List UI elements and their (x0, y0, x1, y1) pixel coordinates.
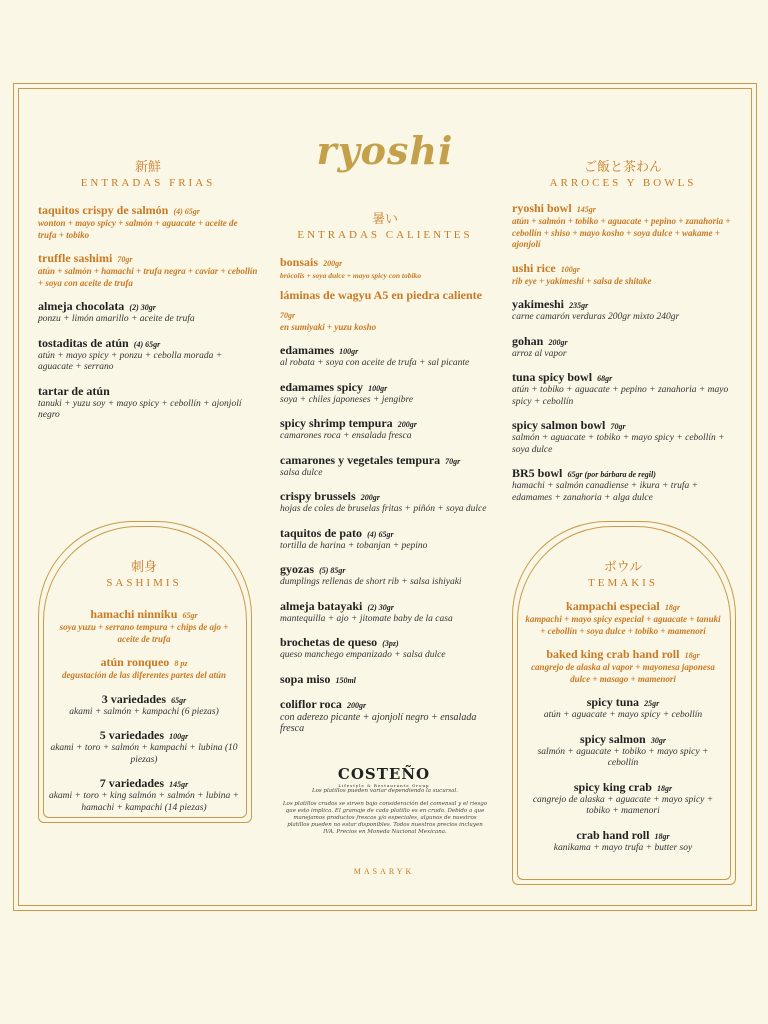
item-size: (4) 65gr (133, 339, 161, 349)
section-kanji: ご飯と茶わん (583, 160, 662, 175)
menu-item (280, 376, 490, 407)
item-size: 25gr (644, 699, 660, 708)
item-name: 5 variedades (99, 728, 165, 742)
item-size: 145gr (169, 780, 189, 789)
item-desc: ponzu + limón amarillo + aceite de trufa (38, 314, 195, 324)
item-size: 70gr (445, 456, 461, 466)
item-desc: atún + salmón + hamachi + trufa negra + caviar + cebollín + soya con aceite de trufa (38, 266, 258, 288)
item-desc: camarones roca + ensalada fresca (280, 431, 412, 441)
section-kanji: 暑い (371, 212, 398, 227)
costeno-logo (320, 765, 448, 788)
item-name: hamachi ninniku (90, 607, 178, 621)
item-name: crispy brussels (280, 489, 356, 503)
item-size: 18gr (654, 831, 670, 841)
item-size: (4) 65gr (173, 207, 200, 216)
item-name: almeja chocolata (38, 299, 125, 313)
item-size: 65gr (171, 695, 187, 705)
menu-item (280, 284, 490, 334)
menu-item (512, 197, 734, 251)
item-size: 18gr (664, 603, 680, 612)
column-entradas-calientes (280, 208, 490, 735)
item-name: gohan (512, 333, 544, 348)
item-name: spicy tuna (586, 695, 640, 709)
item-size: 100gr (368, 383, 388, 393)
item-desc: queso manchego empanizado + salsa dulce (280, 650, 446, 660)
item-size: 200gr (548, 337, 568, 347)
item-list (48, 603, 240, 814)
item-name: spicy salmon bowl (512, 418, 606, 432)
item-size: 68gr (597, 374, 613, 383)
location-label: MASARYK (353, 867, 415, 876)
item-name: atún ronqueo (100, 655, 170, 669)
note-raw: Los platillos crudos se sirven bajo consideración del comensal y el riesgo que esto implica. El gramaje de cada platillo es en crudo. Debido a que manejamos productos frescos y/o especiales, algunos de nuestros platillos pueden no estar disponibles. Todos nuestros precios incluyen IVA. Precios en Moneda Nacional Mexicana. (282, 801, 488, 835)
item-size: 235gr (569, 301, 589, 310)
item-desc: tanuki + yuzu soy + mayo spicy + cebollín + ajonjolí negro (38, 398, 242, 420)
item-desc: carne camarón verduras 200gr mixto 240gr (512, 312, 680, 322)
menu-item (522, 824, 724, 855)
column-entradas-frias (38, 156, 258, 422)
item-name: almeja batayaki (280, 598, 363, 613)
item-name: brochetas de queso (280, 635, 378, 649)
menu-item (48, 724, 240, 766)
menu-item (512, 414, 734, 456)
section-title: ARROCES Y BOWLS (549, 177, 697, 189)
item-desc: en sumiyaki + yuzu kosho (280, 321, 377, 332)
menu-item (38, 380, 258, 422)
item-size: 30gr (650, 735, 666, 745)
item-desc: hojas de coles de bruselas fritas + piñón + soya dulce (280, 504, 487, 514)
item-size: (4) 65gr (367, 529, 394, 539)
item-size: 18gr (684, 651, 700, 660)
menu-item (280, 668, 490, 687)
item-size: 145gr (576, 205, 596, 214)
menu-item (280, 485, 490, 516)
logo-subtitle: Lifestyle & Restaurante Group (338, 783, 430, 788)
menu-item (280, 693, 490, 735)
column-sashimis (48, 556, 240, 814)
note-variation: Los platillos pueden variar dependiendo la sucursal. (311, 788, 459, 794)
menu-item (280, 595, 490, 626)
menu-item (522, 595, 724, 637)
item-name: ryoshi bowl (512, 201, 572, 215)
column-temakis (522, 556, 724, 854)
item-desc: degustación de las diferentes partes del atún (62, 670, 226, 680)
item-desc: soya + chiles japoneses + jengibre (280, 394, 414, 405)
item-name: BR5 bowl (512, 466, 563, 480)
menu-item (48, 651, 240, 682)
item-desc: atún + tobiko + aguacate + pepino + zanahoria + mayo spicy + cebollín (512, 385, 729, 407)
menu-item (512, 366, 734, 408)
legal-notes (282, 788, 488, 836)
item-name: truffle sashimi (38, 251, 113, 265)
item-size: 65gr (por bárbara de regil) (567, 470, 656, 479)
menu-item (280, 522, 490, 553)
item-size: (5) 85gr (319, 566, 346, 575)
item-desc: al robata + soya con aceite de trufa + sal picante (280, 358, 470, 368)
item-size: 200gr (323, 259, 343, 268)
item-desc: cangrejo de alaska al vapor + mayonesa japonesa dulce + masago + mamenori (531, 662, 715, 684)
item-name: ushi rice (512, 260, 556, 275)
menu-item (522, 643, 724, 685)
column-arroces-bowls (512, 156, 734, 504)
item-name: 7 variedades (99, 776, 165, 790)
item-name: camarones y vegetales tempura (280, 452, 441, 467)
item-desc: atún + mayo spicy + ponzu + cebolla morada + aguacate + serrano (38, 350, 223, 372)
menu-item (512, 257, 734, 288)
item-size: 70gr (117, 255, 133, 264)
item-name: tostaditas de atún (38, 335, 129, 350)
item-size: 18gr (656, 783, 673, 793)
item-size: (2) 30gr (129, 303, 156, 312)
item-name: bonsais (280, 255, 319, 269)
item-list (280, 251, 490, 735)
section-title: ENTRADAS CALIENTES (297, 229, 473, 241)
menu-item (280, 412, 490, 443)
item-name: láminas de wagyu A5 en piedra caliente (280, 287, 483, 302)
item-size: 8 pz (174, 659, 188, 668)
menu-item (280, 558, 490, 589)
item-name: tartar de atún (38, 383, 110, 398)
menu-item (522, 691, 724, 722)
menu-item (280, 631, 490, 662)
item-name: sopa miso (280, 671, 331, 686)
menu-item (38, 295, 258, 326)
menu-item (280, 339, 490, 370)
item-list (522, 595, 724, 854)
menu-item (48, 603, 240, 645)
menu-item (48, 772, 240, 814)
item-size: (2) 30gr (367, 602, 394, 612)
item-desc: kanikama + mayo trufa + butter soy (553, 842, 693, 853)
section-kanji: 新鮮 (134, 160, 161, 175)
menu-item (38, 199, 258, 241)
item-desc: cangrejo de alaska + aguacate + mayo spicy + tobiko + mamenori (532, 794, 714, 816)
item-size: 70gr (280, 310, 296, 320)
item-name: spicy salmon (580, 731, 646, 746)
item-name: gyozas (280, 562, 314, 576)
item-name: edamames (280, 343, 334, 357)
item-desc: kampachi + mayo spicy especial + aguacate + tanuki + cebollín + soya dulce + tobiko + mamenori (525, 614, 721, 636)
item-size: 150ml (335, 675, 356, 685)
item-name: tuna spicy bowl (512, 370, 593, 384)
menu-item (48, 688, 240, 719)
menu-item (280, 449, 490, 480)
section-title: SASHIMIS (106, 577, 182, 589)
logo-text: COSTEÑO (337, 765, 431, 783)
item-name: edamames spicy (280, 379, 363, 394)
item-desc: hamachi + salmón canadiense + ikura + trufa + edamames + zanahoria + alga dulce (512, 481, 699, 503)
section-title: ENTRADAS FRIAS (80, 177, 216, 189)
item-desc: akami + toro + king salmón + salmón + lubina + hamachi + kampachi (14 piezas) (48, 791, 240, 813)
item-desc: dumplings rellenas de short rib + salsa ishiyaki (280, 577, 462, 587)
section-kanji: 刺身 (130, 560, 157, 575)
menu-item (512, 293, 734, 324)
item-desc: wonton + mayo spicy + salmón + aguacate + aceite de trufa + tobiko (38, 218, 238, 240)
item-size: 70gr (610, 422, 626, 431)
item-name: baked king crab hand roll (546, 647, 680, 661)
item-name: taquitos de pato (280, 525, 363, 540)
item-size: 100gr (560, 264, 580, 274)
item-name: 3 variedades (101, 691, 167, 706)
menu-item (522, 776, 724, 818)
item-desc: soya yuzu + serrano tempura + chips de ajo + aceite de trufa (59, 622, 229, 644)
item-size: (3pz) (382, 639, 399, 648)
item-size: 200gr (397, 420, 417, 429)
item-size: 100gr (339, 347, 359, 356)
item-desc: salmón + aguacate + tobiko + mayo spicy + cebollín (537, 746, 709, 768)
item-size: 65gr (182, 611, 198, 620)
item-name: yakimeshi (512, 297, 565, 311)
section-title: TEMAKIS (588, 577, 658, 589)
menu-item (280, 251, 490, 282)
item-desc: atún + salmón + tobiko + aguacate + pepino + zanahoria + cebollín + shiso + mayo kosho + soya dulce + wakame + ajonjolí (512, 216, 731, 249)
item-size: 200gr (360, 493, 380, 502)
item-desc: rib eye + yakimeshi + salsa de shitake (512, 275, 652, 286)
item-list (38, 199, 258, 422)
item-desc: tortilla de harina + tobanjan + pepino (280, 540, 428, 551)
item-desc: salsa dulce (280, 467, 323, 478)
item-list (512, 197, 734, 504)
section-kanji: ボウル (603, 560, 643, 575)
brand-logo: ryoshi (316, 128, 454, 173)
item-desc: brócolis + soya dulce + mayo spicy con tobiko (280, 271, 422, 280)
item-name: kampachi especial (566, 599, 660, 613)
menu-item (522, 728, 724, 770)
item-name: coliflor roca (280, 696, 342, 711)
menu-item (38, 247, 258, 289)
item-desc: arroz al vapor (512, 348, 567, 359)
item-desc: mantequilla + ajo + jitomate baby de la casa (280, 613, 453, 624)
item-desc: atún + aguacate + mayo spicy + cebollín (543, 710, 703, 720)
item-name: crab hand roll (576, 827, 650, 842)
item-desc: akami + salmón + kampachi (6 piezas) (69, 706, 219, 717)
item-size: 100gr (169, 732, 189, 741)
menu-item (38, 332, 258, 374)
item-desc: salmón + aguacate + tobiko + mayo spicy + cebollín + soya dulce (512, 433, 725, 455)
menu-item (512, 462, 734, 504)
item-desc: con aderezo picante + ajonjolí negro + ensalada fresca (280, 711, 477, 734)
item-size: 200gr (346, 700, 367, 710)
item-name: spicy king crab (573, 779, 652, 794)
item-desc: akami + toro + salmón + kampachi + lubina (10 piezas) (50, 743, 238, 765)
menu-item (512, 330, 734, 361)
item-name: taquitos crispy de salmón (38, 203, 169, 217)
item-name: spicy shrimp tempura (280, 416, 393, 430)
